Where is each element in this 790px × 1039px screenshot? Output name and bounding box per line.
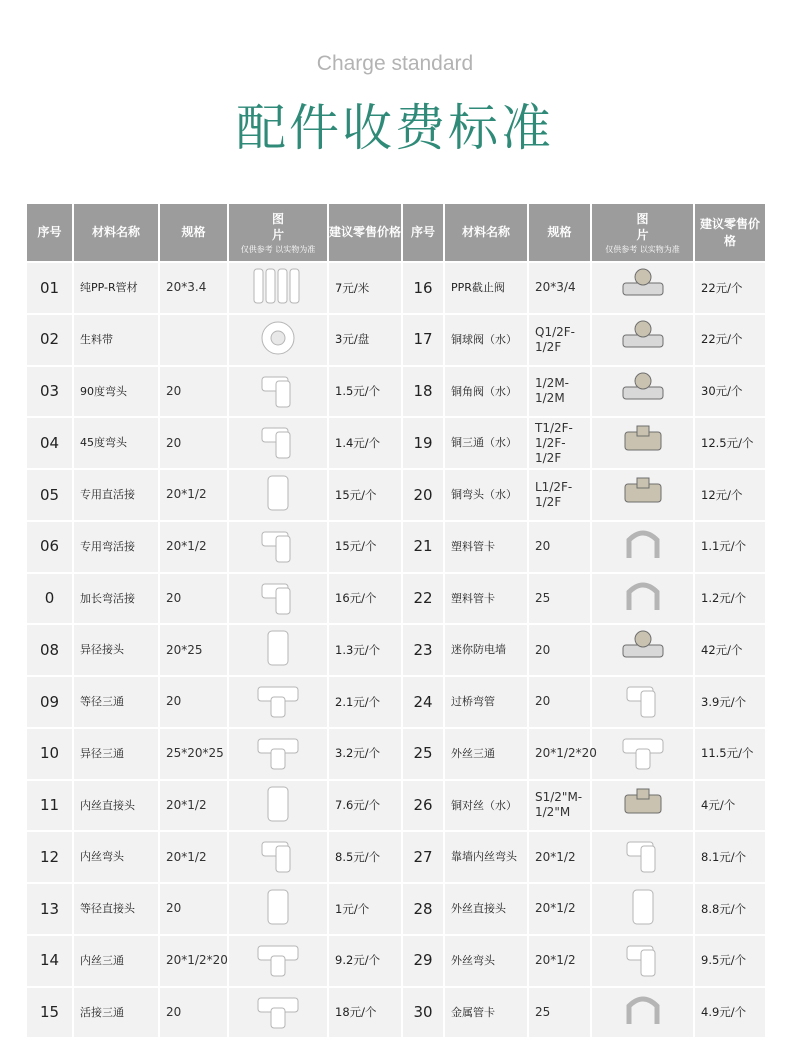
fitting-image	[229, 781, 327, 831]
table-row	[403, 315, 765, 365]
row-number: 10	[27, 729, 72, 779]
suggested-price: 16元/个	[329, 574, 401, 624]
row-number: 19	[403, 418, 443, 468]
reducing-tee-icon	[244, 729, 312, 779]
price-table-left	[25, 202, 403, 1039]
suggested-price: 1.1元/个	[695, 522, 765, 572]
material-name: 过桥弯管	[445, 677, 527, 727]
col-header-image-note: 仅供参考 以实物为准	[240, 244, 316, 254]
material-name: 加长弯活接	[74, 574, 158, 624]
table-row	[403, 884, 765, 934]
material-name: 铜三通（水）	[445, 418, 527, 468]
elbow-45-icon	[244, 418, 312, 468]
specification: 20*1/2*20	[529, 729, 590, 779]
material-name: 铜球阀（水）	[445, 315, 527, 365]
row-number: 29	[403, 936, 443, 986]
col-header-image	[592, 204, 693, 261]
specification: 25*20*25	[160, 729, 227, 779]
row-number: 04	[27, 418, 72, 468]
material-name: 90度弯头	[74, 367, 158, 417]
suggested-price: 3元/盘	[329, 315, 401, 365]
material-name: PPR截止阀	[445, 263, 527, 313]
specification: 20	[160, 574, 227, 624]
fitting-image	[592, 781, 693, 831]
fitting-image	[229, 677, 327, 727]
table-row	[27, 988, 401, 1038]
bridge-bend-icon	[609, 677, 677, 727]
suggested-price: 1.4元/个	[329, 418, 401, 468]
material-name: 外丝直接头	[445, 884, 527, 934]
suggested-price: 9.5元/个	[695, 936, 765, 986]
col-header-price: 建议零售价格	[329, 204, 401, 261]
material-name: 内丝三通	[74, 936, 158, 986]
suggested-price: 9.2元/个	[329, 936, 401, 986]
mini-isolator-icon	[609, 625, 677, 675]
specification: 20*25	[160, 625, 227, 675]
material-name: 异径三通	[74, 729, 158, 779]
specification: 1/2M-1/2M	[529, 367, 590, 417]
brass-nipple-icon	[609, 781, 677, 831]
row-number: 25	[403, 729, 443, 779]
material-name: 铜弯头（水）	[445, 470, 527, 520]
union-tee-icon	[244, 988, 312, 1038]
material-name: 异径接头	[74, 625, 158, 675]
table-row	[403, 729, 765, 779]
table-row	[27, 677, 401, 727]
fitting-image	[592, 263, 693, 313]
row-number: 0	[27, 574, 72, 624]
fitting-image	[229, 470, 327, 520]
row-number: 01	[27, 263, 72, 313]
table-row	[27, 522, 401, 572]
material-name: 内丝直接头	[74, 781, 158, 831]
table-header-row	[403, 204, 765, 261]
table-row	[403, 936, 765, 986]
specification: 20*3/4	[529, 263, 590, 313]
fitting-image	[229, 367, 327, 417]
specification: 20*1/2	[529, 936, 590, 986]
male-coupling-icon	[609, 884, 677, 934]
material-name: 生料带	[74, 315, 158, 365]
material-name: 金属管卡	[445, 988, 527, 1038]
coupling-icon	[244, 884, 312, 934]
table-row	[27, 263, 401, 313]
fitting-image	[592, 936, 693, 986]
table-row	[27, 367, 401, 417]
col-header-no: 序号	[403, 204, 443, 261]
row-number: 27	[403, 832, 443, 882]
material-name: 铜角阀（水）	[445, 367, 527, 417]
fitting-image	[229, 574, 327, 624]
table-row	[27, 729, 401, 779]
table-row	[27, 936, 401, 986]
table-row	[403, 574, 765, 624]
row-number: 03	[27, 367, 72, 417]
wall-elbow-icon	[609, 832, 677, 882]
row-number: 15	[27, 988, 72, 1038]
page-subtitle: Charge standard	[316, 52, 474, 75]
suggested-price: 8.5元/个	[329, 832, 401, 882]
table-row	[403, 470, 765, 520]
table-header-row	[27, 204, 401, 261]
suggested-price: 7元/米	[329, 263, 401, 313]
fitting-image	[592, 832, 693, 882]
page-title: 配件收费标准	[236, 99, 554, 157]
specification: T1/2F-1/2F-1/2F	[529, 418, 590, 468]
male-tee-icon	[609, 729, 677, 779]
fitting-image	[229, 936, 327, 986]
row-number: 08	[27, 625, 72, 675]
material-name: 靠墙内丝弯头	[445, 832, 527, 882]
fitting-image	[229, 832, 327, 882]
female-tee-icon	[244, 936, 312, 986]
specification: 20*1/2	[160, 522, 227, 572]
pipes-icon	[244, 263, 312, 313]
fitting-image	[592, 367, 693, 417]
row-number: 13	[27, 884, 72, 934]
specification: L1/2F-1/2F	[529, 470, 590, 520]
table-row	[27, 884, 401, 934]
female-coupling-icon	[244, 781, 312, 831]
table-row	[27, 315, 401, 365]
material-name: 内丝弯头	[74, 832, 158, 882]
specification: 20*3.4	[160, 263, 227, 313]
suggested-price: 22元/个	[695, 263, 765, 313]
col-header-no: 序号	[27, 204, 72, 261]
suggested-price: 18元/个	[329, 988, 401, 1038]
price-table-right	[401, 202, 767, 1039]
row-number: 28	[403, 884, 443, 934]
specification: 25	[529, 574, 590, 624]
fitting-image	[229, 884, 327, 934]
elbow-90-icon	[244, 367, 312, 417]
suggested-price: 30元/个	[695, 367, 765, 417]
table-row	[27, 418, 401, 468]
row-number: 21	[403, 522, 443, 572]
fitting-image	[229, 263, 327, 313]
row-number: 20	[403, 470, 443, 520]
row-number: 22	[403, 574, 443, 624]
suggested-price: 3.2元/个	[329, 729, 401, 779]
table-body-right	[403, 263, 765, 1037]
row-number: 24	[403, 677, 443, 727]
table-row	[403, 832, 765, 882]
row-number: 02	[27, 315, 72, 365]
suggested-price: 8.1元/个	[695, 832, 765, 882]
elbow-union-icon	[244, 522, 312, 572]
table-row	[27, 574, 401, 624]
specification: 20*1/2	[529, 884, 590, 934]
suggested-price: 4.9元/个	[695, 988, 765, 1038]
row-number: 23	[403, 625, 443, 675]
material-name: 塑料管卡	[445, 522, 527, 572]
fitting-image	[592, 625, 693, 675]
suggested-price: 1元/个	[329, 884, 401, 934]
table-body-left	[27, 263, 401, 1037]
specification: 20*1/2	[160, 832, 227, 882]
suggested-price: 3.9元/个	[695, 677, 765, 727]
table-row	[403, 677, 765, 727]
table-row	[27, 781, 401, 831]
col-header-name: 材料名称	[74, 204, 158, 261]
fitting-image	[592, 729, 693, 779]
row-number: 30	[403, 988, 443, 1038]
row-number: 18	[403, 367, 443, 417]
fitting-image	[592, 677, 693, 727]
suggested-price: 7.6元/个	[329, 781, 401, 831]
material-name: 外丝三通	[445, 729, 527, 779]
table-row	[403, 263, 765, 313]
suggested-price: 12.5元/个	[695, 418, 765, 468]
material-name: 45度弯头	[74, 418, 158, 468]
material-name: 等径三通	[74, 677, 158, 727]
long-elbow-union-icon	[244, 574, 312, 624]
fitting-image	[229, 988, 327, 1038]
material-name: 专用直活接	[74, 470, 158, 520]
row-number: 05	[27, 470, 72, 520]
specification: 20	[160, 884, 227, 934]
col-header-image	[229, 204, 327, 261]
fitting-image	[592, 574, 693, 624]
fitting-image	[229, 418, 327, 468]
suggested-price: 22元/个	[695, 315, 765, 365]
specification: 25	[529, 988, 590, 1038]
table-row	[403, 522, 765, 572]
brass-tee-icon	[609, 418, 677, 468]
suggested-price: 4元/个	[695, 781, 765, 831]
table-row	[403, 418, 765, 468]
fitting-image	[592, 988, 693, 1038]
material-name: 铜对丝（水）	[445, 781, 527, 831]
row-number: 17	[403, 315, 443, 365]
fitting-image	[229, 315, 327, 365]
pipe-clip-icon	[609, 574, 677, 624]
reducer-icon	[244, 625, 312, 675]
col-header-price: 建议零售价格	[695, 204, 765, 261]
col-header-image-note: 仅供参考 以实物为准	[605, 244, 680, 254]
table-row	[27, 625, 401, 675]
material-name: 迷你防电墙	[445, 625, 527, 675]
col-header-name: 材料名称	[445, 204, 527, 261]
suggested-price: 1.2元/个	[695, 574, 765, 624]
stop-valve-icon	[609, 263, 677, 313]
material-name: 塑料管卡	[445, 574, 527, 624]
col-header-image-label: 图 片	[271, 211, 306, 242]
material-name: 活接三通	[74, 988, 158, 1038]
row-number: 12	[27, 832, 72, 882]
suggested-price: 12元/个	[695, 470, 765, 520]
row-number: 16	[403, 263, 443, 313]
specification: 20*1/2*20	[160, 936, 227, 986]
price-tables	[25, 202, 765, 1021]
table-row	[403, 781, 765, 831]
specification: 20	[529, 522, 590, 572]
pipe-clip-icon	[609, 522, 677, 572]
fitting-image	[229, 522, 327, 572]
metal-clamp-icon	[609, 988, 677, 1038]
suggested-price: 1.3元/个	[329, 625, 401, 675]
suggested-price: 1.5元/个	[329, 367, 401, 417]
specification: 20	[529, 677, 590, 727]
row-number: 11	[27, 781, 72, 831]
material-name: 纯PP-R管材	[74, 263, 158, 313]
specification: 20*1/2	[529, 832, 590, 882]
male-elbow-icon	[609, 936, 677, 986]
fitting-image	[592, 522, 693, 572]
ball-valve-icon	[609, 315, 677, 365]
suggested-price: 15元/个	[329, 522, 401, 572]
brass-elbow-icon	[609, 470, 677, 520]
fitting-image	[592, 315, 693, 365]
specification: 20*1/2	[160, 781, 227, 831]
specification: S1/2"M-1/2"M	[529, 781, 590, 831]
suggested-price: 42元/个	[695, 625, 765, 675]
specification: 20	[160, 367, 227, 417]
table-row	[403, 625, 765, 675]
material-name: 专用弯活接	[74, 522, 158, 572]
fitting-image	[592, 884, 693, 934]
col-header-spec: 规格	[160, 204, 227, 261]
material-name: 等径直接头	[74, 884, 158, 934]
row-number: 26	[403, 781, 443, 831]
material-name: 外丝弯头	[445, 936, 527, 986]
col-header-image-label: 图 片	[636, 211, 671, 242]
fitting-image	[592, 418, 693, 468]
table-row	[403, 988, 765, 1038]
specification: 20	[160, 677, 227, 727]
suggested-price: 8.8元/个	[695, 884, 765, 934]
col-header-spec: 规格	[529, 204, 590, 261]
suggested-price: 11.5元/个	[695, 729, 765, 779]
row-number: 06	[27, 522, 72, 572]
specification	[160, 315, 227, 365]
female-elbow-icon	[244, 832, 312, 882]
specification: 20*1/2	[160, 470, 227, 520]
tee-icon	[244, 677, 312, 727]
specification: Q1/2F-1/2F	[529, 315, 590, 365]
tape-roll-icon	[244, 315, 312, 365]
row-number: 09	[27, 677, 72, 727]
angle-valve-icon	[609, 367, 677, 417]
suggested-price: 15元/个	[329, 470, 401, 520]
straight-union-icon	[244, 470, 312, 520]
specification: 20	[160, 988, 227, 1038]
specification: 20	[529, 625, 590, 675]
specification: 20	[160, 418, 227, 468]
fitting-image	[592, 470, 693, 520]
table-row	[27, 470, 401, 520]
table-row	[27, 832, 401, 882]
table-row	[403, 367, 765, 417]
fitting-image	[229, 729, 327, 779]
fitting-image	[229, 625, 327, 675]
row-number: 14	[27, 936, 72, 986]
suggested-price: 2.1元/个	[329, 677, 401, 727]
